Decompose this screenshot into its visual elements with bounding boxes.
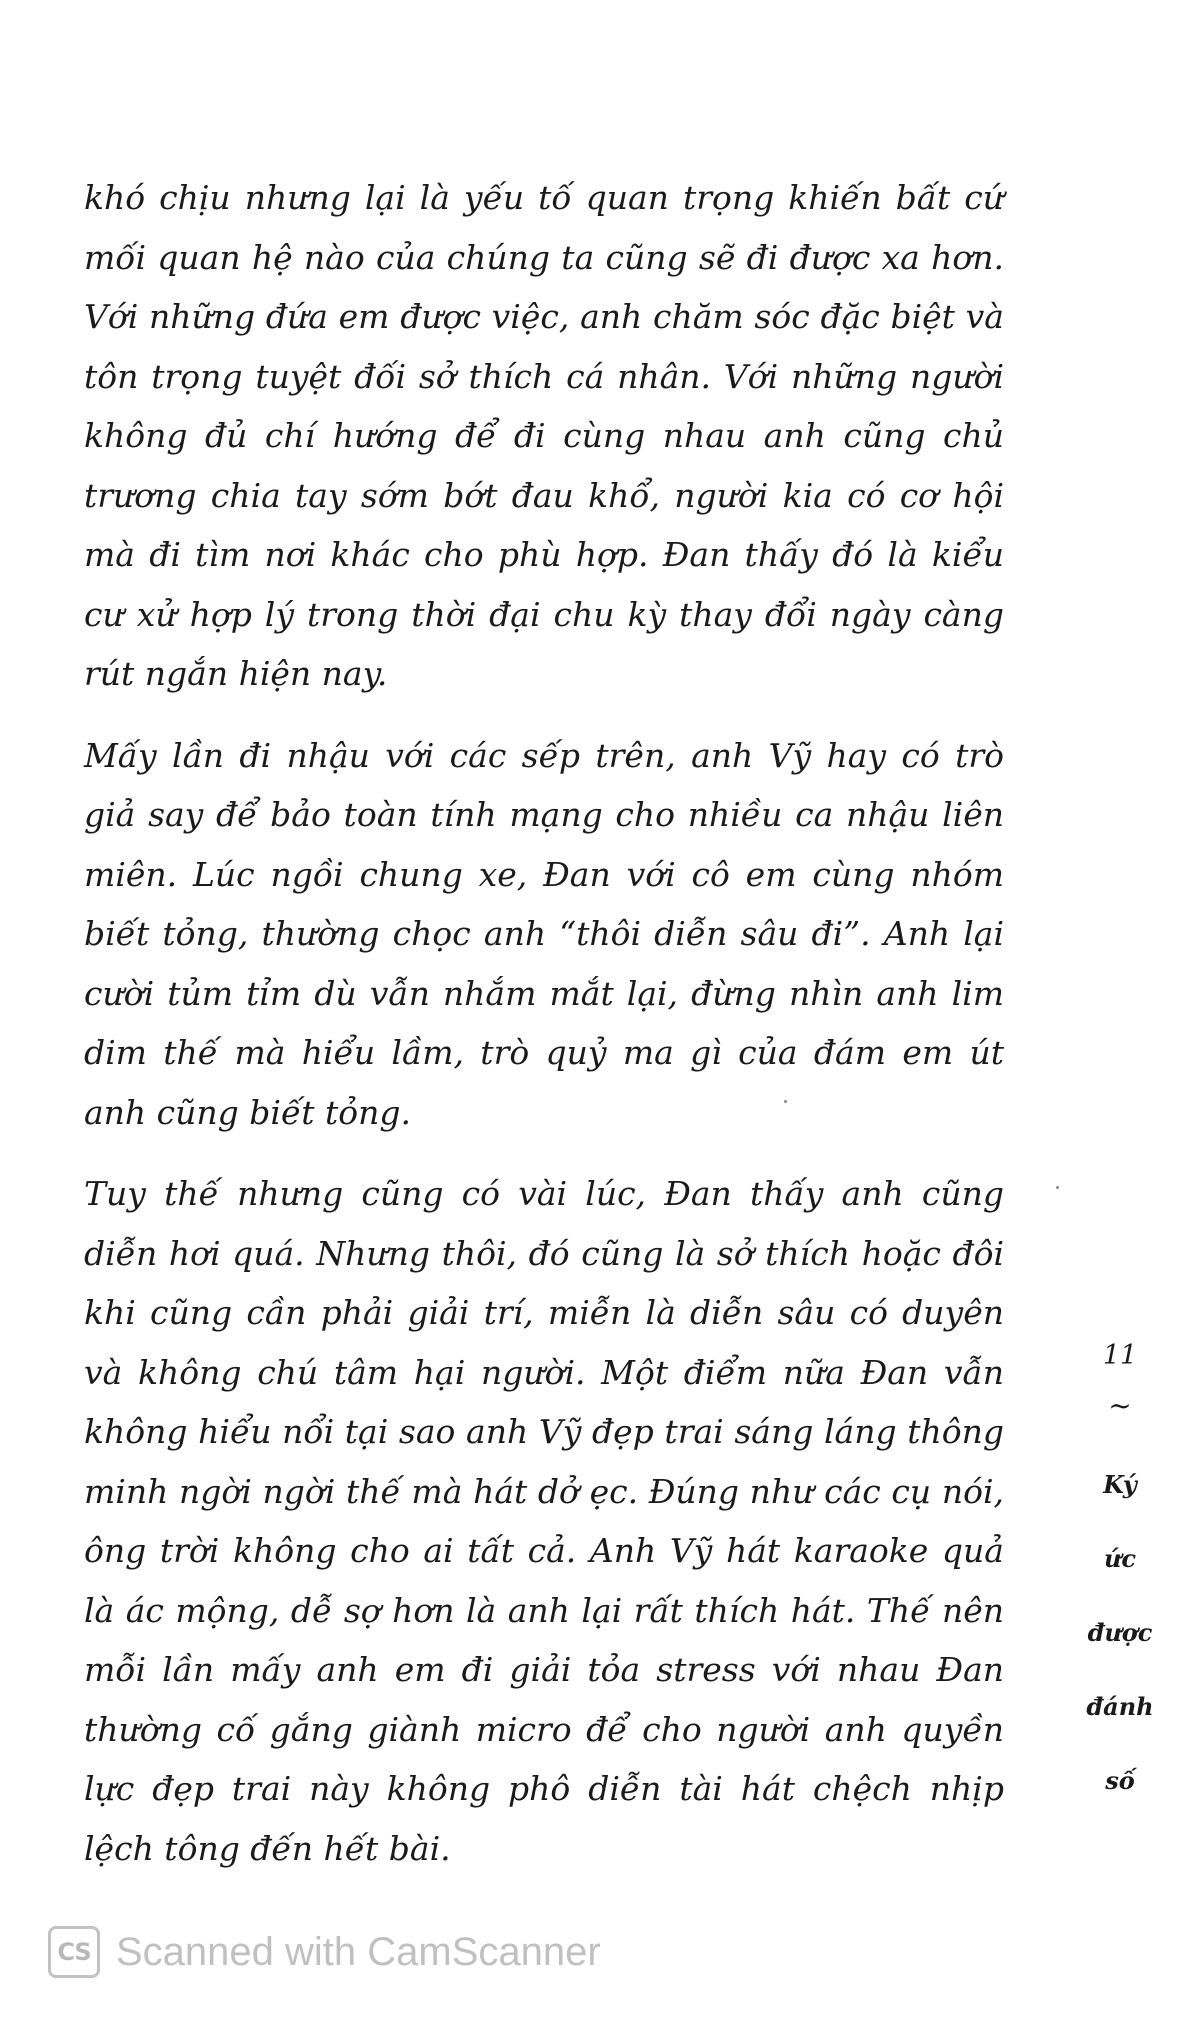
camscanner-watermark bbox=[48, 1922, 601, 1982]
scan-speck bbox=[784, 1100, 787, 1103]
scan-speck bbox=[1056, 1186, 1059, 1189]
sidebar-word: Ký bbox=[1103, 1470, 1137, 1499]
page-body bbox=[84, 168, 1004, 1900]
sidebar-word: ức bbox=[1103, 1544, 1137, 1573]
paragraph: khó chịu nhưng lại là yếu tố quan trọng khiến bất cứ mối quan hệ nào của chúng ta cũng sẽ đi được xa hơn. Với những đứa em được việc, anh chăm sóc đặc biệt và tôn trọng tuyệt đối sở thích cá nhân. Với những người không đủ chí hướng để đi cùng nhau anh cũng chủ trương chia tay sớm bớt đau khổ, người kia có cơ hội mà đi tìm nơi khác cho phù hợp. Đan thấy đó là kiểu cư xử hợp lý trong thời đại chu kỳ thay đổi ngày càng rút ngắn hiện nay. bbox=[84, 178, 1004, 693]
sidebar-word: số bbox=[1105, 1766, 1135, 1795]
watermark-text: Scanned with CamScanner bbox=[116, 1929, 601, 1974]
camscanner-logo-icon: CS bbox=[48, 1926, 100, 1978]
paragraph: Mấy lần đi nhậu với các sếp trên, anh Vỹ hay có trò giả say để bảo toàn tính mạng cho nhiều ca nhậu liên miên. Lúc ngồi chung xe, Đan với cô em cùng nhóm biết tỏng, thường chọc anh “thôi diễn sâu đi”. Anh lại cười tủm tỉm dù vẫn nhắm mắt lại, đừng nhìn anh lim dim thế mà hiểu lầm, trò quỷ ma gì của đám em út anh cũng biết tỏng. bbox=[84, 735, 1004, 1132]
chapter-sidebar bbox=[1080, 1336, 1160, 1818]
sidebar-word: đánh bbox=[1086, 1692, 1154, 1721]
paragraph: Tuy thế nhưng cũng có vài lúc, Đan thấy anh cũng diễn hơi quá. Nhưng thôi, đó cũng là sở thích hoặc đôi khi cũng cần phải giải trí, miễn là diễn sâu có duyên và không chú tâm hại người. Một điểm nữa Đan vẫn không hiểu nổi tại sao anh Vỹ đẹp trai sáng láng thông minh ngời ngời thế mà hát dở ẹc. Đúng như các cụ nói, ông trời không cho ai tất cả. Anh Vỹ hát karaoke quả là ác mộng, dễ sợ hơn là anh lại rất thích hát. Thế nên mỗi lần mấy anh em đi giải tỏa stress với nhau Đan thường cố gắng giành micro để cho người anh quyền lực đẹp trai này không phô diễn tài hát chệch nhịp lệch tông đến hết bài. bbox=[84, 1174, 1004, 1868]
sidebar-word: được bbox=[1087, 1618, 1153, 1647]
page-number: 11 bbox=[1102, 1340, 1138, 1371]
sidebar-separator: ~ bbox=[1108, 1389, 1132, 1422]
